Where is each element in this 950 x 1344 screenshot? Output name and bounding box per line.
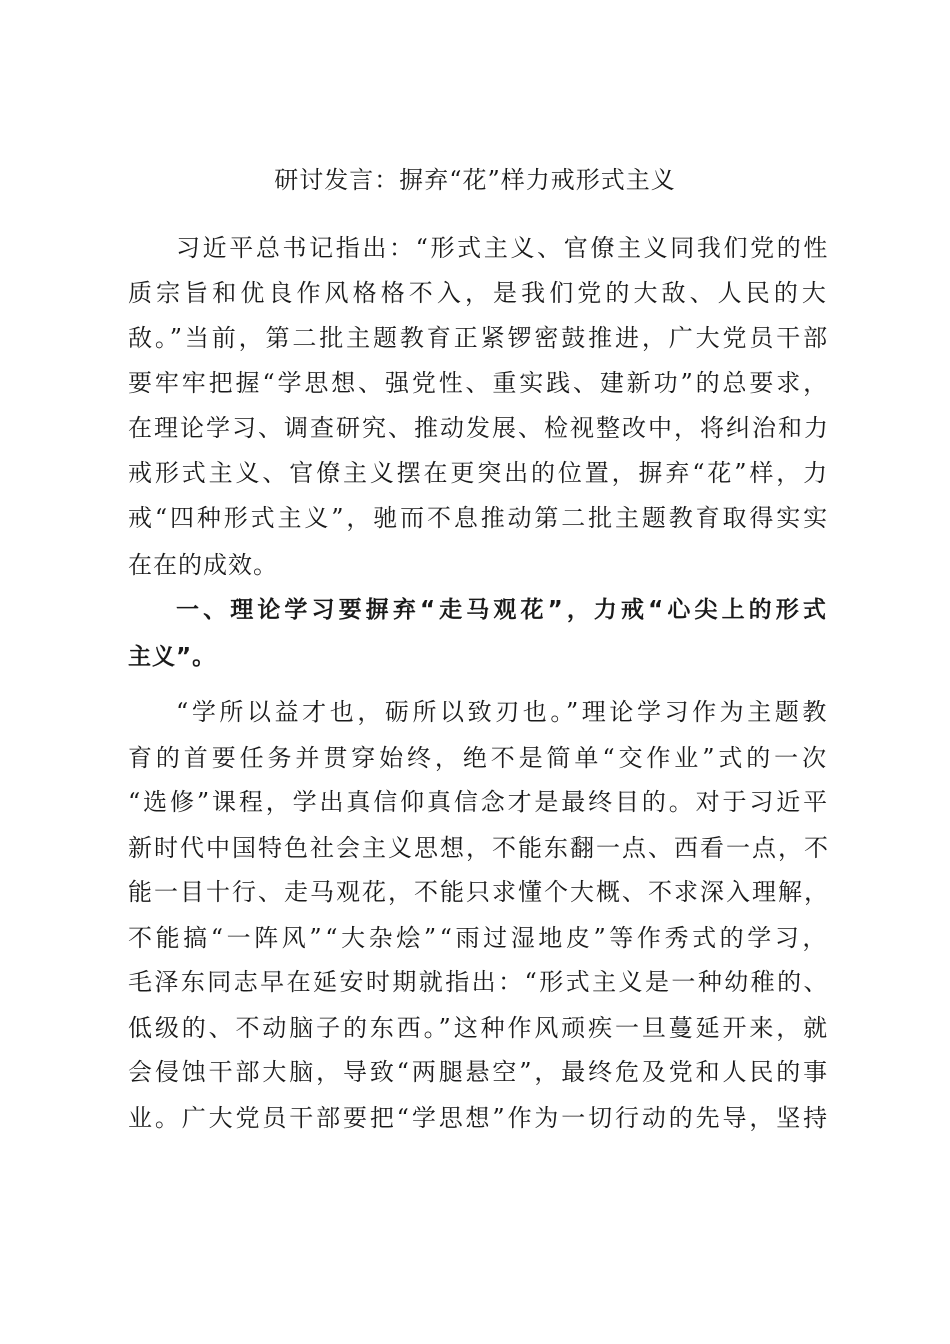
paragraph-line: 在理论学习、调查研究、推动发展、检视整改中，将纠治和力 <box>128 414 830 442</box>
paragraph-line: 质宗旨和优良作风格格不入，是我们党的大敌、人民的大 <box>128 279 830 307</box>
paragraph-line: 不能搞“一阵风”“大杂烩”“雨过湿地皮”等作秀式的学习， <box>128 924 830 952</box>
paragraph-line: 会侵蚀干部大脑，导致“两腿悬空”，最终危及党和人民的事 <box>128 1058 830 1086</box>
paragraph-line: 业。广大党员干部要把“学思想”作为一切行动的先导，坚持 <box>128 1104 830 1132</box>
document-title: 研讨发言：摒弃“花”样力戒形式主义 <box>274 166 676 194</box>
paragraph-line: 新时代中国特色社会主义思想，不能东翻一点、西看一点，不 <box>128 834 830 862</box>
paragraph-line: 习近平总书记指出：“形式主义、官僚主义同我们党的性 <box>176 234 830 262</box>
paragraph-line: 低级的、不动脑子的东西。”这种作风顽疾一旦蔓延开来，就 <box>128 1014 830 1042</box>
heading-line: 一、理论学习要摒弃“走马观花”，力戒“心尖上的形式 <box>176 597 830 623</box>
paragraph-line: 戒“四种形式主义”，驰而不息推动第二批主题教育取得实实 <box>128 504 830 532</box>
paragraph-line: 戒形式主义、官僚主义摆在更突出的位置，摒弃“花”样，力 <box>128 459 830 487</box>
heading-line: 主义”。 <box>128 644 217 670</box>
paragraph-line: 在在的成效。 <box>128 551 278 579</box>
paragraph-line: “学所以益才也，砺所以致刃也。”理论学习作为主题教 <box>176 698 830 726</box>
paragraph-line: 敌。”当前，第二批主题教育正紧锣密鼓推进，广大党员干部 <box>128 324 830 352</box>
paragraph-line: 能一目十行、走马观花，不能只求懂个大概、不求深入理解， <box>128 878 830 906</box>
paragraph-line: “选修”课程，学出真信仰真信念才是最终目的。对于习近平 <box>128 788 830 816</box>
paragraph-line: 毛泽东同志早在延安时期就指出：“形式主义是一种幼稚的、 <box>128 968 830 996</box>
paragraph-line: 育的首要任务并贯穿始终，绝不是简单“交作业”式的一次 <box>128 744 830 772</box>
paragraph-line: 要牢牢把握“学思想、强党性、重实践、建新功”的总要求， <box>128 369 830 397</box>
